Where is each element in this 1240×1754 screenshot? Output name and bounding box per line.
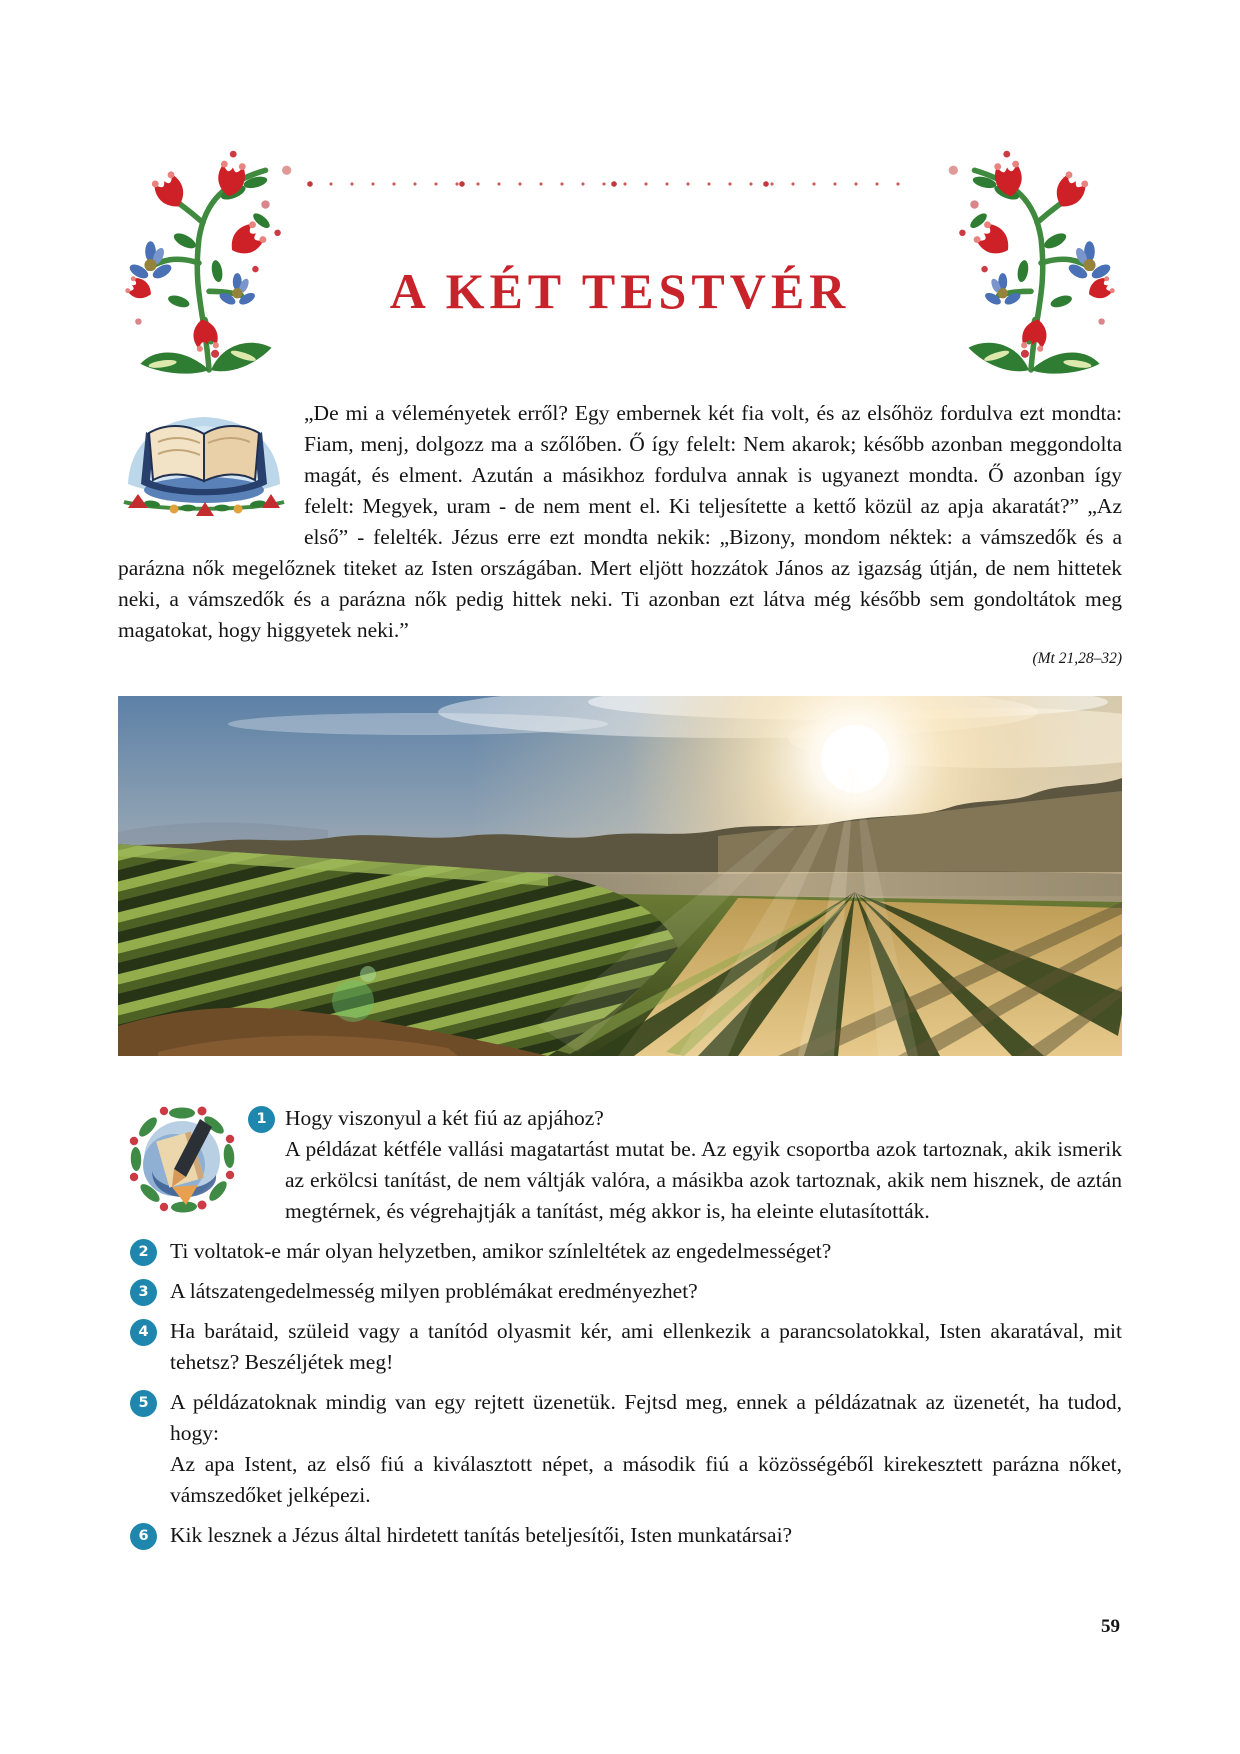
writing-quill-icon: [126, 1101, 238, 1217]
question-item: [118, 1276, 1122, 1307]
scripture-section: [118, 398, 1122, 670]
question-badge: 3: [130, 1279, 157, 1306]
scripture-text: „De mi a véleményetek erről? Egy embernek két fia volt, és az elsőhöz fordulva ezt mondta: Fiam, menj, dolgozz ma a szőlőben. Ő így felelt: Nem akarok; később azonban meggondolta magát, és elment. Azután a másikhoz fordulva annak is ugyanezt mondta. Ő azonban így felelt: Megyek, uram - de nem ment el. Ki teljesítette a kettő közül az apja akaratát?” „Az első” - felelték. Jézus erre ezt mondta nekik: „Bizony, mondom néktek: a vámszedők és a parázna nők megelőznek titeket az Isten országában. Mert eljött hozzátok János az igazság útján, de nem hittetek neki, a vámszedők és a parázna nők pedig hittek neki. Ti azonban ezt látva még később sem gondoltátok meg magatokat, hogy higgyetek neki.”: [118, 401, 1122, 642]
question-badge: 4: [130, 1319, 157, 1346]
question-text: Ha barátaid, szüleid vagy a tanítód olyasmit kér, ami ellenkezik a parancsolatokkal, Isten akaratával, mit tehetsz? Beszéljétek meg!: [170, 1319, 1122, 1374]
dotted-divider: [302, 176, 910, 192]
question-detail: A példázat kétféle vallási magatartást mutat be. Az egyik csoportba azok tartoznak, akik ismerik az erkölcsi tanítást, de nem váltják valóra, a másikba azok tartoznak, akik nem hisznek, de aztán megtérnek, és végrehajtják a tanítást, még akkor is, ha eleinte elutasították.: [285, 1137, 1122, 1223]
question-badge: 2: [130, 1239, 157, 1266]
question-detail: Az apa Istent, az első fiú a kiválasztott népet, a második fiú a közösségéből kirekesztett parázna nőket, vámszedőket jelképezi.: [170, 1452, 1122, 1507]
question-text: Kik lesznek a Jézus által hirdetett tanítás beteljesítői, Isten munkatársai?: [170, 1523, 793, 1547]
vineyard-sunrise-photo: [118, 696, 1122, 1056]
scripture-paragraph: [118, 398, 1122, 646]
page-title: A KÉT TESTVÉR: [389, 262, 851, 319]
question-item: [118, 1520, 1122, 1551]
page-number: 59: [1101, 1616, 1120, 1637]
question-item: [118, 1316, 1122, 1378]
question-item: [118, 1387, 1122, 1511]
question-badge: 6: [130, 1523, 157, 1550]
question-item: [118, 1103, 1122, 1227]
question-text: Hogy viszonyul a két fiú az apjához?: [285, 1106, 604, 1130]
question-badge: 1: [248, 1106, 275, 1133]
folk-floral-ornament-right: [936, 140, 1128, 374]
question-text: A látszatengedelmesség milyen problémákat eredményezhet?: [170, 1279, 698, 1303]
scripture-reference: (Mt 21,28–32): [1032, 650, 1122, 667]
question-badge: 5: [130, 1390, 157, 1417]
open-book-icon: [118, 410, 290, 518]
questions-section: [118, 1103, 1122, 1551]
folk-floral-ornament-left: [112, 140, 304, 374]
question-item: [118, 1236, 1122, 1267]
question-text: Ti voltatok-e már olyan helyzetben, amikor színleltétek az engedelmességet?: [170, 1239, 832, 1263]
question-text: A példázatoknak mindig van egy rejtett üzenetük. Fejtsd meg, ennek a példázatnak az üzenetét, ha tudod, hogy:: [170, 1390, 1122, 1445]
